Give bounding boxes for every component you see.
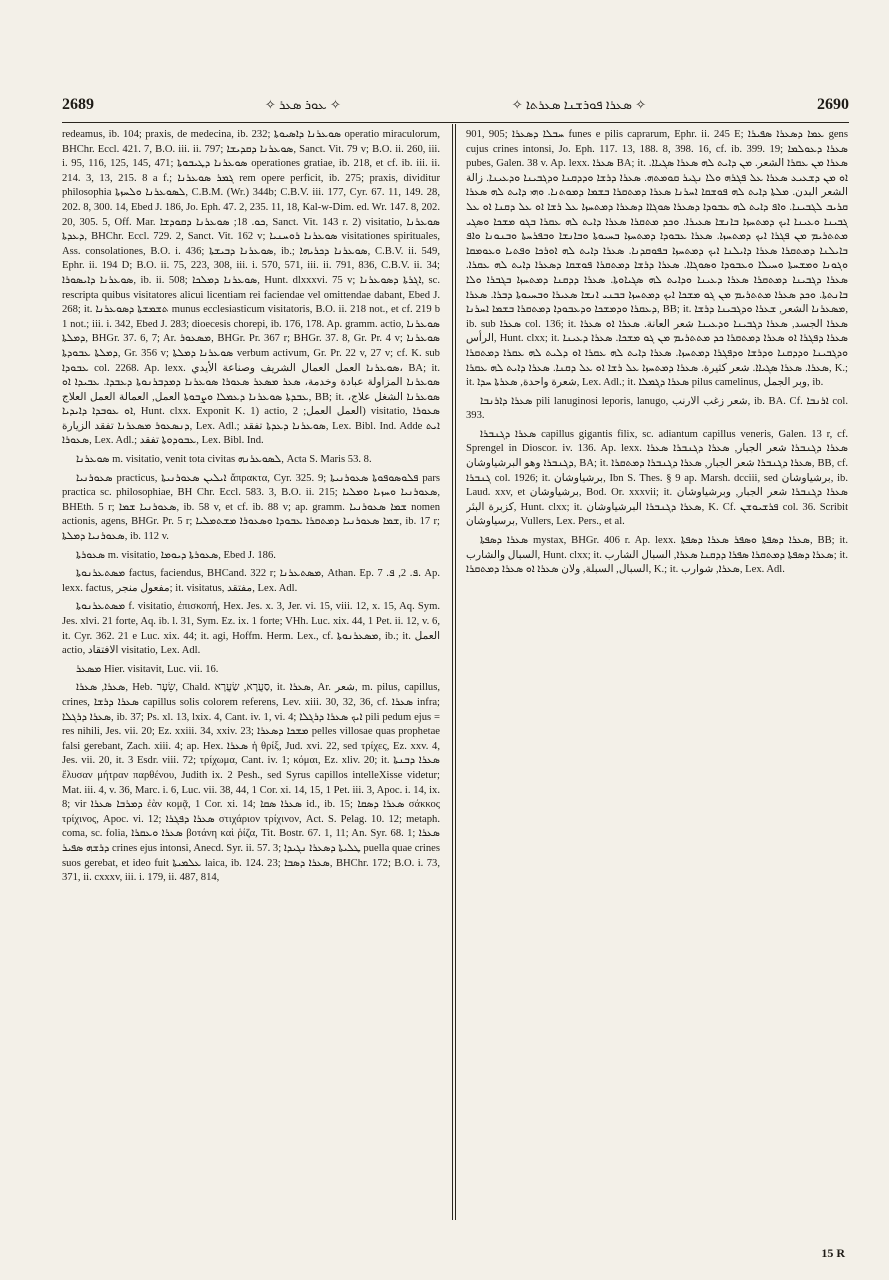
entry-paragraph: redeamus, ib. 104; praxis, de medecina, ib. 232; ܣܘܥܪܢܐ ܕܐܣܝܘܬܐ operatio miraculorum, BHChr. Eccl. 421. 7, B.O. iii. ii. 797; ܣܘܥܪܢܐ ܕܩܕܝܫܐ, Sanct. Vit. 79 v; B.O. ii. 260, iii. i. 95, 116, 125, 145, 471; ܣܘܥܪܢܐ ܕܛܝܒܘܬܐ operationes gratiae, ib. 218, et cf. ib. iii. ii. 214. 3, 13, 215. 8 a f.; ܓܡܪ ܣܘܥܪܢܐ rem opere perficit, ib. 275; praxis, dividitur philosophia ܠܣܘܥܪܢܐ ܘܠܚܙܬܐ, C.B.M. (Wr.) 344b; C.B.V. iii. 177, Cyr. 67. 11, 149. 28, 202. 8, 300. 14, Ebed J. 186, Jo. Eph. 47. 2, 235. 11, 18, Kal-w-Dim. ed. Wr. 147. 8, 202. 20, 305. 5, Off. Mar. ܟܘ. 18; ܣܘܥܪܢܐ ܕܩܘܕܫܐ, Sanct. Vit. 143 r. 2) visitatio, ܣܘܥܪܢܐ ܕܥܕܬܐ, BHChr. Eccl. 729. 2, Sanct. Vit. 162 v; ܣܘܥܪܢܐ ܪܘܚܢܝܐ visitationes spirituales, Ass. consolationes, B.O. i. 436; ܣܘܥܪܢܐ ܕܒܝܫܬܐ, ib.; ܣܘܥܪܢܐ ܕܟܪܝܗܐ, C.B.V. ii. 549, Ephr. ii. 194 D; B.O. ii. 75, 223, 308, iii. i. 570, 571, iii. ii. 791, 836, C.B.V. ii. 34; ܣܘܥܪܢܐ ܕܐܝܣܘܪܐ, ib. ii. 508; ܣܘܥܪܢܐ ܕܡܠܟܐ, Hunt. dlxxxvi. 75 v; ܐܓܪܬܐ ܕܣܘܥܪܢܐ, sc. rescripta quibus visitatores alicui licentiam rei faciendae vel omittendae dabant, Ebed J. 268; it. ܬܫܡܫܬܐ ܕܣܘܥܪܢܐ munus ecclesiasticum visitatoris, B.O. ii. 218 not., et cf. 219 b 1 not.; iii. i. 342, Ebed J. 283; dioecesis chorepi, ib. 176, 178. Ap. gramm. actio, ܣܘܥܪܢܐ ܕܡܠܬܐ, BHGr. 37. 6, 7; Ar. ܡܣܥܘܪ, BHGr. Pr. 367 r; BHGr. 37. 8, Gr. Pr. 4 v; ܣܘܥܪܢܐ ܕܡܠܬܐ ܥܒܘܕܬܐ, Gr. 356 v; ܣܘܥܪܢܐ ܕܡܠܬܐ verbum activum, Gr. Pr. 22 v, 27 v; cf. K. sub ܥܒܘܕܐ col. 2268. Ap. lexx. ܣܘܥܪܢܐ العمل العمال الشريف وصناعة الأيدي، BA; it. ܣܘܥܪܢܐ المزاولة عبادة وخدمة، ܣܥܪ ܡܣܥܪ ܣܥܘܪܐ ܣܘܥܪܢܐ ܕܡܕܒܪܢܘܬܐ ܕܥܒܕܐ. ܥܒܝܕܐ ܐܘ ܥܒܕܬܐ ܣܘܥܪܢܐ ܕܥܡܠܐ ܘܨܒܘܬܐ العمل, العمالة العمل العلاج, BB; it. ܣܘܥܪܢܐ الشغل علاج، ܐܘ ܥܘܒܕܐ ܕܐܝܕܝܐ, Hunt. clxx. Exponit K. 1) actio, العمل العمل; 2) visitatio, ܣܥܘܪܐ ܕܢܣܥܘܪ ܡܣܥܪܢܐ تفقد الزيارة, Lex. Adl.; ܣܘܥܪܢܐ ܕܥܕܬܐ تفقد, Lex. Bibl. Ind. Adde ܐܝܬ ܣܥܘܪܐ, Lex. Adl.; ܥܒܘܕܘܬܐ تفقد, Lex. Bibl. Ind. bbox=[62, 129, 440, 447]
entry-paragraph: ܣܥܪܐ ܕܐܪܢܒܐ pili lanuginosi leporis, lanugo, شعر زغب الارنب, ib. BA. Cf. ܐܪܢܒܐ col. 393. bbox=[466, 395, 848, 422]
right-column bbox=[466, 128, 848, 1220]
entry-paragraph: ܣܥܘܪܬܐ m. visitatio, ܣܥܘܪܬܐ ܕܝܘܡܐ, Ebed J. 186. bbox=[76, 549, 276, 561]
entry-paragraph: ܣܥܪܐ ܕܓܢܒܪܐ capillus gigantis filix, sc. adiantum capillus veneris, Galen. 13 r, cf. Sprengel in Dioscor. iv. 136. Ap. lexx. ܣܥܪܐ ܕܓܢܒܪܐ شعر الجبار, ܣܥܪܐ ܕܓܢܒܪܐ ܣܥܪܐ ܕܓܢܒܪܐ وهو البرشياوشان, BA; it. ܣܥܪܐ ܕܓܢܒܪܐ شعر الجبار, ܣܥܪܐ ܕܓܢܒܪܐ ܕܡܬܩܪܐ, BB, cf. ܓܢܒܪܐ col. 1926; it. برشياوشان, Ibn S. Thes. § 9 ap. Marsh. dcciii, sed برشياوشان, ib. Laud. xxv, et برشياوشان, Bod. Or. xxxvii; it. ܣܥܪܐ ܕܓܢܒܪܐ شعر الجبار, وبرشياوشان كزبرة البئر, Hunt. clxx; it. ܣܥܪܐ ܕܓܢܒܪܐ البرشياوشان, K. Cf. ܦܪܫܝܘܫܢ col. 36. Scribit برسياوشان, Vullers, Lex. Pers., et al. bbox=[466, 428, 848, 528]
entry-paragraph: ܣܥܪܐ ܕܣܦܬܐ mystax, BHGr. 406 r. Ap. lexx. ܣܥܪܐ ܕܣܦܬܐ ܘܣܦܪ ܣܥܪܐ ܕܣܦܬܐ, BB; it. السبال والشارب, Hunt. clxx; it. ܣܥܪܐ ܕܣܦܬܐ ܕܡܬܩܪܐ ܣܦܪܐ ܕܕܩܢܐ ܣܥܪܐ, السبال الشارب; it. السبال, السبلة, ولان ܣܥܪܐ ܐܘ ܣܥܪܐ ܕܡܬܩܪܐ, K.; it. ܣܥܪܐ, شوارب, Lex. Adl. bbox=[466, 535, 848, 576]
right-page-number: 2690 bbox=[817, 96, 849, 113]
left-running-head: ✧ ܥܘܪ ܣܥܪ ✧ bbox=[264, 97, 341, 112]
left-page-number: 2689 bbox=[62, 96, 94, 113]
header-rule bbox=[62, 122, 849, 123]
right-running-head: ✧ ܣܥܪܐ ܦܘܪܫܢܐ ܣܥܪܬܐ ✧ bbox=[511, 97, 647, 112]
signature-mark: 15 R bbox=[821, 1246, 845, 1260]
entry-paragraph: ܡܣܥܪ Hier. visitavit, Luc. vii. 16. bbox=[76, 663, 219, 675]
entry-paragraph: ܣܥܪܐ, ܣܥܪܐ, Heb. שֵׂעָר, Chald. סַעֲרָא, שַׂעֲרָא, it. ܣܥܪܐ, Ar. شعر, m. pilus, capillus, crines, ܣܥܪܐ ܕܪܫܐ capillus solis colorem referens, Lev. xiii. 30, 32, 36, cf. ܣܥܪܐ infra; ܣܥܪܐ ܕܪܓܠܐ, ib. 37; Ps. xl. 13, lxix. 4, Cant. iv. 1, vi. 4; ܐܝܟ ܣܥܪܐ ܕܪܓܠܐ pili pedum ejus = res nihili, Jes. vii. 20; Ez. xxiii. 34, xxiv. 23; ܡܫܟܐ ܕܣܥܪܐ pelles villosae quas prophetae falsi gerebant, Zach. xiii. 4; ap. Hex. ܣܥܪܐ ἡ θρίξ, Jud. xvi. 22, sed τρίχες, Ez. xxv. 4, Jes. vii. 20, it. 3 Esdr. viii. 72; τρίχωμα, Cant. iv. 1; κόμαι, Ez. xliv. 20; it. ܣܥܪܐ ܕܒܢܬܐ ἔλυσαν μήτραν παρθένου, Judith ix. 2 Pesh., sed Syrus capillos intelleXisse videtur; Mat. iii. 4, v. 36, Marc. i. 6, Luc. vii. 38, 44, 1 Cor. xi. 14, 15, 1 Pet. iii. 3, Apoc. i. 14, ix. 8; vir ܕܡܪܒܐ ܣܥܪܐ ἐὰν κομᾷ, 1 Cor. xi. 14; ܣܥܪܐ ܣܩܐ id., ib. 15; ܣܥܪܐ ܕܣܩܐ σάκκος τρίχινος, Apoc. vi. 12; ܣܥܪܐ ܕܦܓܪܐ στιχάριον τρίχινον, Act. S. Pelag. 10. 12; metaph. coma, sc. folia, ܣܥܪܐ ܘܥܩܪܐ βοτάνη καὶ ῥίζα, Tit. Bostr. 67. 1, 11; An. Syr. 68. 1; ܣܥܪܐ ܕܪܫܗ ܣܦܝܪ crines ejus intonsi, Anecd. Syr. ii. 57. 3; ܛܠܝܬܐ ܕܣܥܪܐ ܢܓܝܕܐ puella quae crines suos gerebat, et ideo fuit ܥܠܡܝܬܐ laica, ib. 124. 23; ܣܥܪܐ ܕܣܒܐ, BHChr. 172; B.O. i. 73, 371, ii. cxxxv, iii. i. 179, ii. 487, 814, bbox=[62, 682, 440, 884]
column-divider bbox=[452, 124, 453, 1220]
page-header bbox=[62, 92, 849, 118]
entry-paragraph: ܣܥܘܪܢܝܐ practicus, ܐܝܠܝܢ ܣܥܘܪܢܝܬܐ ἄπρακτα, Cyr. 325. 9; ܦܠܘܣܘܦܘܬܐ ܣܥܘܪܢܝܬܐ pars practica sc. philosophiae, BH Chr. Eccl. 583. 3, B.O. ii. 215; ܣܥܘܪܢܝܐ ܘܚܙܝܐ ܘܡܠܝܐ, BHEth. 5 r; ܣܥܘܪܢܝܐ ܫܡܐ, ib. 58 v, et cf. ib. 88 v; ap. gramm. ܫܡܐ ܣܥܘܪܢܝܐ nomen actionis, agens, BHGr. Pr. 5 r; ܫܡܐ ܣܥܘܪܢܝܐ ܕܡܬܩܪܐ ܥܒܘܕܐ ܘܣܥܘܪܐ ܡܫܬܡܠܝܐ, ib. 17 r; ܣܥܘܪܢܝܐ ܕܡܠܬܐ, ib. 112 v. bbox=[62, 472, 440, 543]
column-divider-double bbox=[455, 124, 456, 1220]
left-column bbox=[62, 128, 440, 1220]
entry-paragraph: ܡܣܬܥܪܢܘܬܐ factus, faciendus, BHCand. 322 r; ܡܣܬܥܪܢܐ, Athan. Ep. ܦ. 2, ܦ. 7. Ap. lexx. factus, مفعول منجر; it. visitatus, مفتقد, Lex. Adl. bbox=[62, 568, 440, 594]
entry-paragraph: ܡܣܬܥܪܢܘܬܐ f. visitatio, ἐπισκοπή, Hex. Jes. x. 3, Jer. vi. 15, viii. 12, x. 15, Aq. Sym. Jes. xlvi. 21 forte, Aq. ib. l. 31, Sym. Ez. ix. 1 forte; VHh. Luc. xix. 44, 1 Pet. ii. 12, v. 6, it. Cyr. 362. 21 e Luc. xix. 44; it. agi, Hoffm. Herm. Lex., cf. ܡܣܥܪܢܘܬܐ, ib.; it. العمل actio, الافتقاد visitatio, Lex. Adl. bbox=[62, 601, 440, 657]
entry-paragraph: ܣܘܥܪܢܐ m. visitatio, venit tota civitas ܠܣܘܥܪܢܗ, Acta S. Maris 53. 8. bbox=[76, 454, 372, 466]
entry-paragraph: 901, 905; ܚܒܠܐ ܕܣܥܪܐ funes e pilis caprarum, Ephr. ii. 245 E; ܥܡܐ ܕܣܥܪܐ ܣܦܝܪܐ gens cujus crines intonsi, Jo. Eph. 117. 13, 188. 8, 398. 16, cf. ib. 399. 19; ܣܥܪܐ ܕܥܘܠܡܐ pubes, Galen. 38 v. Ap. lexx. ܣܥܪܐ BA; it. ܣܥܪܐ ܡܢ ܥܩܪܐ الشعر. ܡܢ ܕܐܝܬ ܠܗ ܣܥܪܐ ܣܓܝܐܐ. ܐܘ ܡܢ ܕܫܥܝܥ ܣܥܪܐ ܥܠ ܦܓܪܗ ܘܠܐ ܢܓܝܪ ܩܘܡܬܗ. ܣܥܪܐ ܕܪܫܐ ܘܕܕܩܢܐ ܘܕܓܒܝܢܐ ܘܕܥܝܢܐ. زالة الشعر البدن. ܡܠܬܐ ܕܐܝܬ ܠܗ ܦܘܫܩܐ ܐܚܪܢܐ ܣܥܪܐ ܕܡܬܩܪܐ ܒܫܡܐ ܕܡܘܬܢܐ. ܘܗܝ ܕܐܝܬ ܠܗ ܣܥܪܐ ܩܪܝܒ ܠܓܒܝܢܐ. ܘܐܦ ܕܐܝܬ ܠܗ ܥܒܘܕܐ ܕܣܥܪܐ ܣܘܓܐܐ ܕܣܥܪܐ ܕܡܬܚܙܐ ܥܠ ܪܫܐ ܐܘ ܥܠ ܕܩܢܐ ܐܘ ܥܠ ܓܒܝܢܐ ܘܥܝܢܐ ܐܝܟ ܕܡܬܚܙܐ ܒܐܢܫܐ ܣܥܝܪܐ. ܘܟܕ ܡܬܩܪܐ ܣܥܪܐ ܕܐܝܬ ܠܗ ܥܩܪܐ ܒܓܘ ܡܫܟܐ ܘܣܓܝ ܡܬܬܪܝܡ ܡܢ ܦܓܪܐ ܐܝܟ ܕܡܬܚܙܐ. ܣܥܪܐ ܥܒܘܕܐ ܕܡܬܚܙܐ ܒܚܝܘܬܐ ܘܒܐܢܫܐ ܘܒܦܪܚܬܐ ܘܒܢܘܢܐ ܘܐܦ ܒܐܝܠܢܐ ܕܡܬܩܪܐ ܣܥܪܐ ܕܐܝܠܢܐ ܐܝܟ ܕܡܬܚܙܐ ܒܦܘܩܕܢܐ. ܣܥܪܐ ܕܐܝܬ ܠܗ ܐܘܪܟܐ ܘܦܬܝܐ ܘܥܘܡܩܐ ܘܓܘܢܐ ܘܡܫܚܬܐ ܘܚܝܠܐ ܘܥܒܘܕܐ ܘܣܘܓܐܐ. ܣܥܪܐ ܕܪܫܐ ܕܡܬܩܪܐ ܦܘܫܩܐ ܕܣܥܪܐ ܕܐܝܬ ܠܗ ܥܩܪܐ. ܣܥܪܐ ܕܓܒܝܢܐ ܕܡܬܩܪܐ ܣܥܪܐ ܕܥܝܢܐ ܘܕܐܝܬ ܠܗ ܣܓܝܐܘܬܐ. ܣܥܪܐ ܕܕܩܢܐ ܕܡܬܚܙܐ ܒܓܒܪܐ ܘܠܐ ܒܐܢܬܬܐ. ܘܟܕ ܣܥܪܐ ܡܬܬܪܝܡ ܡܢ ܓܘ ܡܫܟܐ ܐܝܟ ܕܡܬܚܙܐ ܒܒܢܝ ܐܢܫܐ ܣܥܝܪܐ ܘܒܚܝܘܬܐ ܕܒܪܐ. ܣܥܪܐ ܕܥܩܪܐ ܘܕܡܫܟܐ ܘܕܥܒܘܕܐ ܕܡܬܩܪܐ ܒܫܡܐ ܐܚܪܢܐ, BB; it. ܡܣܥܪܢܐ الشعر, ܫܥܪܐ ܘܕܓܒܝܢܐ ܕܪܫܐ, ib. sub ܣܥܪܐ col. 136; it. ܣܥܪܐ الجسد, ܣܥܪܐ ܕܓܒܝܢܐ ܘܕܥܝܢܐ شعر العانة. ܣܥܪܐ ܐܘ ܣܥܪܐ الرأس, Hunt. clxx; it. ܣܥܪܐ ܕܦܓܪܐ ܐܘ ܣܥܪܐ ܕܡܬܩܪܐ ܟܕ ܡܬܬܪܝܡ ܡܢ ܓܘ ܡܫܟܐ. ܣܥܪܐ ܕܥܝܢܐ ܘܕܓܒܝܢܐ ܘܕܕܩܢܐ ܘܕܪܫܐ ܘܕܦܓܪܐ ܕܡܬܚܙܐ. ܣܥܪܐ ܕܐܝܬ ܠܗ ܥܩܪܐ ܐܘ ܕܠܝܬ ܠܗ ܥܩܪܐ ܕܡܬܩܪܐ ܣܥܪܐ. ܣܥܪܐ ܣܓܝܐܐ. شعر كثيرة. ܣܥܪܐ ܕܡܬܚܙܐ ܥܠ ܪܫܐ ܐܘ ܥܠ ܕܩܢܐ. ܣܥܪܐ ܕܐܝܬ ܠܗ ܥܩܪܐ, K.; it. شعرة واحدة, ܣܥܪܬܐ ܚܕܐ, Lex. Adl.; it. ܣܥܪܐ ܕܓܡܠܐ pilus camelinus, وبر الجمل, ib. bbox=[466, 129, 848, 389]
